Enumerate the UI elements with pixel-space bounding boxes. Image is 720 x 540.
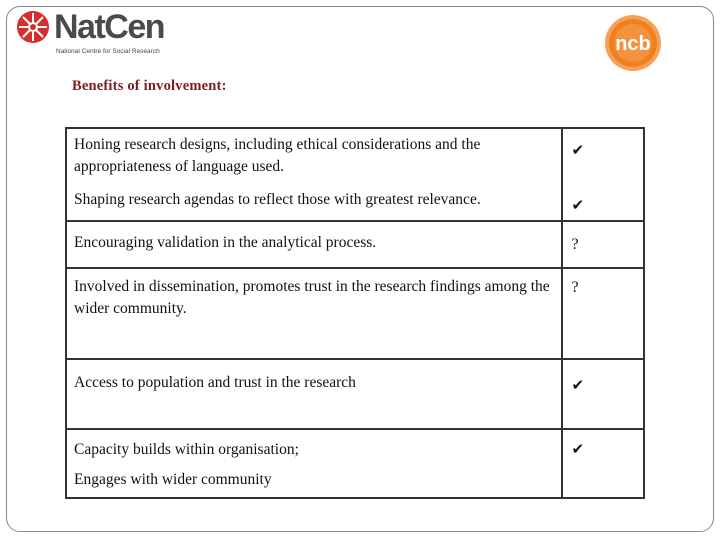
benefit-text-line: Engages with wider community <box>74 471 272 488</box>
ncb-wordmark: ncb <box>615 33 651 55</box>
benefit-text <box>66 429 562 498</box>
table-row <box>66 221 644 268</box>
benefit-text: Encouraging validation in the analytical process. <box>66 221 562 268</box>
check-icon: ✔ <box>562 429 644 498</box>
benefit-text: Honing research designs, including ethical considerations and the appropriateness of language used. <box>66 128 562 184</box>
question-mark-icon: ? <box>562 268 644 359</box>
natcen-emblem-icon <box>16 10 50 44</box>
benefit-text: Access to population and trust in the research <box>66 359 562 429</box>
benefit-text: Shaping research agendas to reflect those with greatest relevance. <box>66 184 562 221</box>
table-row <box>66 359 644 429</box>
question-mark-icon: ? <box>562 221 644 268</box>
check-icon: ✔ <box>562 184 644 221</box>
section-heading: Benefits of involvement: <box>72 78 227 94</box>
table-row <box>66 429 644 498</box>
benefits-table <box>65 127 645 499</box>
natcen-wordmark: NatCen <box>54 8 165 46</box>
table-row <box>66 268 644 359</box>
benefit-text-line: Capacity builds within organisation; <box>74 441 299 458</box>
natcen-tagline: National Centre for Social Research <box>56 48 160 55</box>
natcen-logo <box>16 10 196 62</box>
ncb-logo <box>602 12 664 74</box>
table-row <box>66 184 644 221</box>
benefit-text: Involved in dissemination, promotes trust in the research findings among the wider community. <box>66 268 562 359</box>
check-icon: ✔ <box>562 128 644 184</box>
table-row <box>66 128 644 184</box>
check-icon: ✔ <box>562 359 644 429</box>
